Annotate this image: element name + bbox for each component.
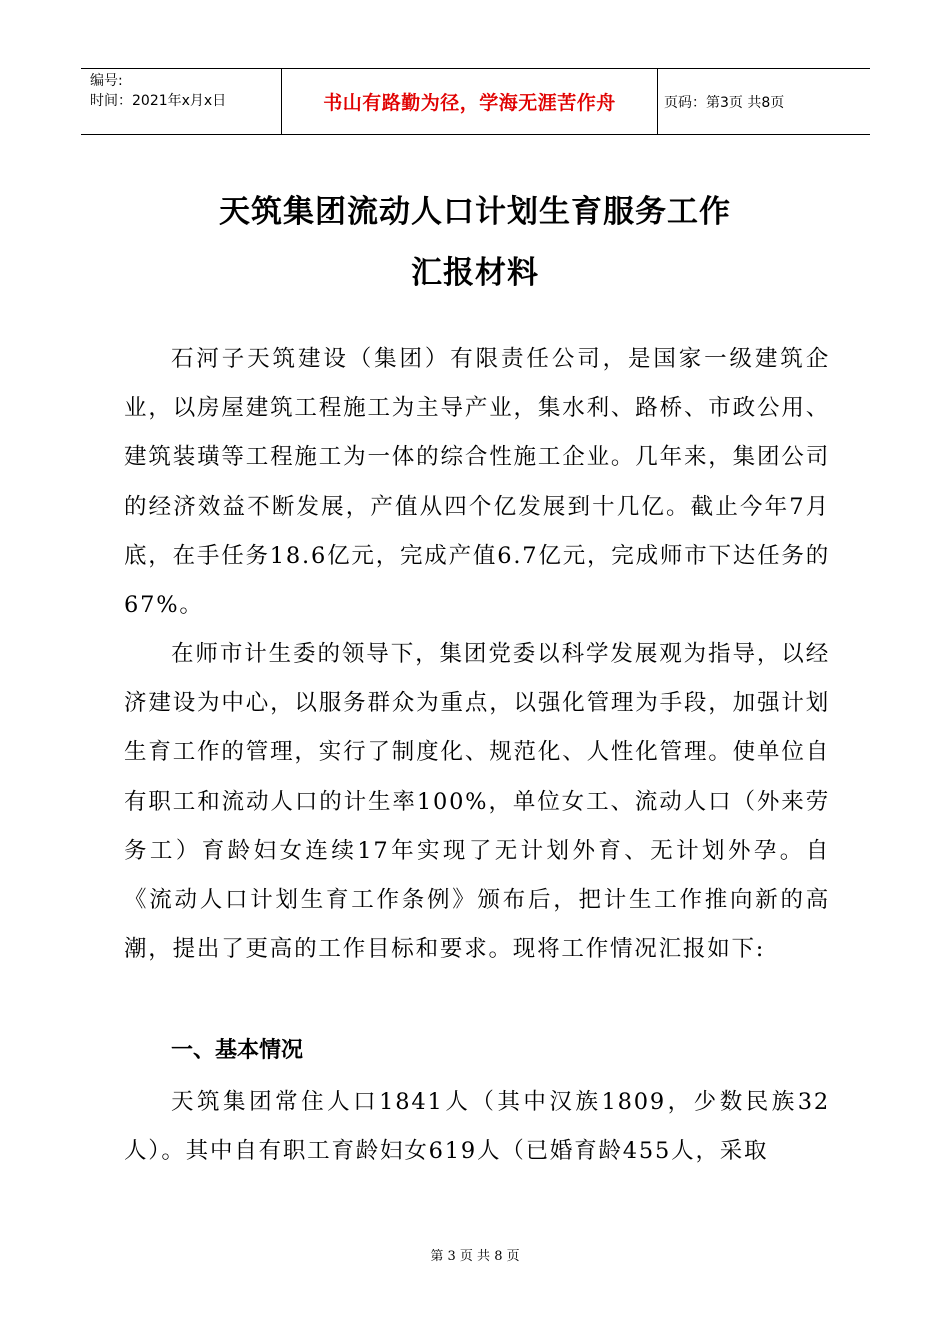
header-page-number: 页码：第3页 共8页 [664,94,785,111]
paragraph-company-intro [124,335,830,630]
header-info-cell [81,69,281,134]
document-title-line1: 天筑集团流动人口计划生育服务工作 [219,194,731,230]
paragraph-text: 天筑集团常住人口1841人（其中汉族1809，少数民族32人）。其中自有职工育龄妇女619人（已婚育龄455人，采取 [124,1089,830,1165]
header-page-cell [658,69,870,134]
paragraph-text: 在师市计生委的领导下，集团党委以科学发展观为指导，以经济建设为中心，以服务群众为重点，以强化管理为手段，加强计划生育工作的管理，实行了制度化、规范化、人性化管理。使单位自有职工和流动人口的计生率100%，单位女工、流动人口（外来劳务工）育龄妇女连续17年实现了无计划外育、无计划外孕。自《流动人口计划生育工作条例》颁布后，把计生工作推向新的高潮，提出了更高的工作目标和要求。现将工作情况汇报如下: [124,641,830,963]
motto-text: 书山有路勤为径，学海无涯苦作舟 [323,92,616,114]
paragraph-population [124,1078,830,1176]
header-motto-cell [281,69,658,134]
paragraph-family-planning [124,630,830,974]
document-title-line2: 汇报材料 [411,255,539,291]
paragraph-text: 石河子天筑建设（集团）有限责任公司，是国家一级建筑企业，以房屋建筑工程施工为主导产业，集水利、路桥、市政公用、建筑装璜等工程施工为一体的综合性施工企业。几年来，集团公司的经济效益不断发展，产值从四个亿发展到十几亿。截止今年7月底，在手任务18.6亿元，完成产值6.7亿元，完成师市下达任务的67%。 [124,346,830,619]
document-time-label: 时间：2021年x月x日 [90,93,227,109]
section-heading-basic-info: 一、基本情况 [171,1038,304,1063]
page-footer: 第 3 页 共 8 页 [430,1249,520,1264]
header-table [81,68,870,135]
document-number-label: 编号: [90,73,123,89]
